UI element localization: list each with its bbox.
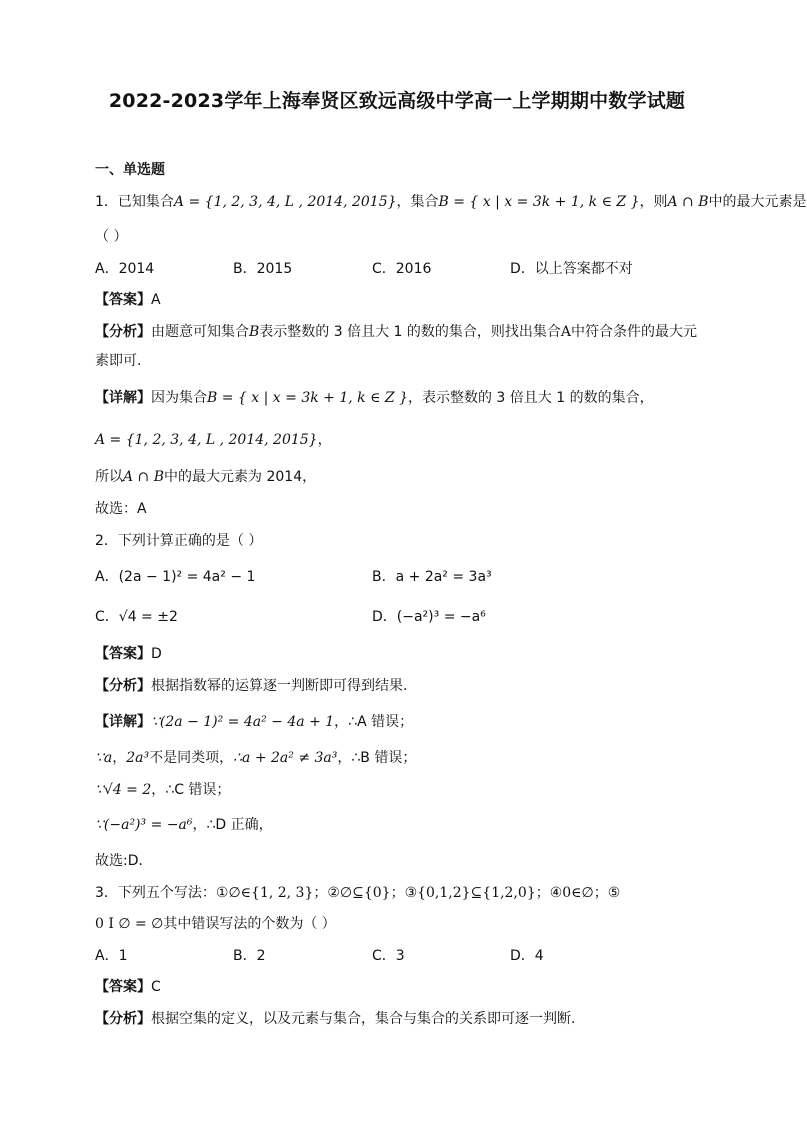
q2-option-c: C．√4 = ±2 [95, 609, 178, 625]
q1-detail-text-c: 所以 [95, 469, 123, 485]
q1-answer [95, 290, 161, 310]
q1-detail-set-b: B = { x | x = 3k + 1, k ∈ Z } [207, 390, 408, 406]
q2-analysis-text: 根据指数幂的运算逐一判断即可得到结果. [151, 678, 408, 694]
q2-detail-math-3: ∵√4 = 2 [95, 782, 152, 798]
q3-option-a: A．1 [95, 948, 128, 964]
q2-detail-line1 [95, 712, 413, 732]
q2-choice: 故选:D． [95, 853, 153, 869]
q3-option-c: C．3 [372, 948, 405, 964]
q2-detail-text-2c: ，∴B 错误； [337, 750, 417, 766]
q1-analysis-text-a: 由题意可知集合 [151, 324, 249, 340]
q1-option-a: A．2014 [95, 261, 155, 277]
q1-stem-text-b: ，集合 [396, 194, 439, 210]
q2-detail-text-4: ，∴D 正确， [192, 817, 273, 833]
q2-analysis-tag: 【分析】 [95, 678, 151, 694]
q2-option-b: B．a + 2a² = 3a³ [372, 569, 492, 585]
q1-analysis-text-b: 表示整数的 3 倍且大 1 的数的集合，则找出集合 [259, 324, 561, 340]
q1-stem-text-d: 中的最大元素是 [708, 194, 807, 210]
q3-answer [95, 977, 161, 997]
q1-analysis-line2: 素即可. [95, 353, 142, 369]
q3-answer-tag: 【答案】 [95, 979, 151, 995]
q1-detail-text-a: 因为集合 [151, 390, 207, 406]
q3-analysis [95, 1009, 575, 1029]
q2-detail-line2 [95, 748, 416, 768]
q1-paren: （ ） [95, 229, 128, 245]
q1-answer-tag: 【答案】 [95, 292, 151, 308]
q2-answer [95, 644, 162, 664]
q1-analysis-set-b: B [249, 324, 260, 340]
q2-detail-text-2b: 不是同类项， [149, 750, 234, 766]
q1-detail [95, 388, 654, 408]
q3-analysis-tag: 【分析】 [95, 1011, 151, 1027]
q2-detail-math-2c: ∴a + 2a² ≠ 3a³ [233, 750, 338, 766]
q1-number: 1． [95, 194, 118, 210]
q3-stem [95, 883, 620, 903]
q1-detail-text-b: ，表示整数的 3 倍且大 1 的数的集合， [407, 390, 654, 406]
q2-answer-value: D [151, 646, 162, 662]
q3-answer-value: C [151, 979, 161, 995]
q1-detail-comma: ， [317, 432, 332, 448]
q1-set-b: B = { x | x = 3k + 1, k ∈ Z } [438, 194, 640, 210]
paper-title: 2022-2023学年上海奉贤区致远高级中学高一上学期期中数学试题 [108, 90, 686, 112]
q1-intersection: A ∩ B [667, 194, 709, 210]
q3-number: 3． [95, 885, 118, 901]
q1-option-b: B．2015 [233, 261, 293, 277]
q2-stem [95, 531, 262, 551]
q2-detail-math-2a: ∵a [95, 750, 113, 766]
section-heading: 一、单选题 [95, 162, 165, 178]
q1-detail-tag: 【详解】 [95, 390, 151, 406]
q1-option-c: C．2016 [372, 261, 432, 277]
q3-stem-line2 [95, 914, 336, 934]
q2-detail-line3 [95, 780, 230, 800]
q3-stem-math: ①∅∈{1, 2, 3}；②∅⊆{0}；③{0,1,2}⊆{1,2,0}；④0∈∅；⑤ [215, 885, 621, 901]
q2-option-d: D．(−a²)³ = −a⁶ [372, 609, 486, 625]
q3-stem-line2-math: 0 I ∅ = ∅ [95, 916, 164, 932]
q2-detail-line4 [95, 815, 273, 835]
q2-number: 2． [95, 533, 118, 549]
q2-analysis [95, 676, 407, 696]
q2-detail-math-2b: 2a³ [126, 750, 150, 766]
q1-detail-set-a-line [95, 430, 332, 450]
q1-choice: 故选：A [95, 501, 147, 517]
q2-detail-math-1: ∵(2a − 1)² = 4a² − 4a + 1 [151, 714, 335, 730]
q2-stem-text: 下列计算正确的是（ ） [117, 533, 263, 549]
q2-detail-math-4: ∵(−a²)³ = −a⁶ [95, 817, 193, 833]
q1-detail-set-a: A = {1, 2, 3, 4, L , 2014, 2015} [95, 432, 318, 448]
q1-analysis-tag: 【分析】 [95, 324, 151, 340]
q3-stem-text: 下列五个写法： [117, 885, 216, 901]
q2-detail-text-1: ，∴A 错误； [334, 714, 414, 730]
q1-detail-conclusion [95, 467, 316, 487]
q2-option-a: A．(2a − 1)² = 4a² − 1 [95, 569, 256, 585]
q1-analysis-set-a: A [560, 324, 572, 340]
q2-detail-text-2a: ， [112, 750, 127, 766]
q1-stem-text-c: ，则 [639, 194, 668, 210]
q3-analysis-text: 根据空集的定义，以及元素与集合，集合与集合的关系即可逐一判断. [151, 1011, 576, 1027]
q3-option-d: D．4 [510, 948, 544, 964]
q1-stem [95, 192, 807, 212]
q1-stem-text-a: 已知集合 [117, 194, 174, 210]
q2-answer-tag: 【答案】 [95, 646, 151, 662]
q1-analysis [95, 322, 697, 342]
q3-option-b: B．2 [233, 948, 266, 964]
q1-answer-value: A [151, 292, 161, 308]
q1-set-a: A = {1, 2, 3, 4, L , 2014, 2015} [173, 194, 397, 210]
q1-analysis-text-c: 中符合条件的最大元 [571, 324, 698, 340]
q1-detail-intersection: A ∩ B [123, 469, 165, 485]
q2-detail-tag: 【详解】 [95, 714, 151, 730]
q3-stem-line2-text: 其中错误写法的个数为（ ） [163, 916, 336, 932]
q2-detail-text-3: ，∴C 错误； [151, 782, 231, 798]
q1-option-d: D．以上答案都不对 [510, 261, 633, 277]
q1-detail-text-d: 中的最大元素为 2014， [164, 469, 317, 485]
